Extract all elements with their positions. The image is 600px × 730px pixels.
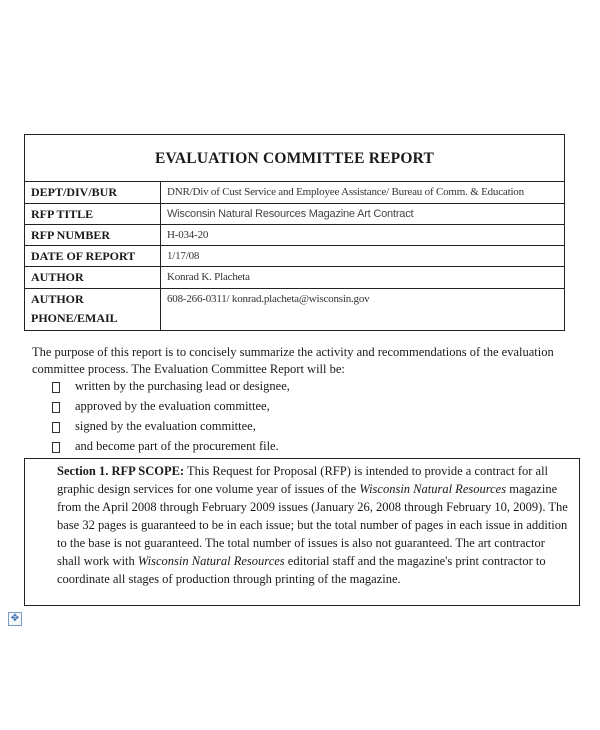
table-row [25, 267, 564, 289]
table-row [25, 182, 564, 204]
section-label: Section 1. RFP SCOPE: [57, 464, 185, 478]
row-value: DNR/Div of Cust Service and Employee Assistance/ Bureau of Comm. & Education [167, 186, 524, 198]
magazine-name: Wisconsin Natural Resources [359, 482, 507, 496]
bullet-box-icon [52, 438, 62, 458]
table-row [25, 204, 564, 225]
section-1-box [24, 458, 580, 606]
bullet-text: written by the purchasing lead or designee, [75, 379, 290, 393]
report-title: EVALUATION COMMITTEE REPORT [25, 135, 564, 182]
intro-text: The purpose of this report is to concisely summarize the activity and recommendations of the evaluation committee process. The Evaluation Committee Report will be: [32, 345, 554, 376]
list-item [32, 438, 572, 458]
row-label: DATE OF REPORT [25, 246, 161, 266]
magazine-name: Wisconsin Natural Resources [137, 554, 285, 568]
row-label: DEPT/DIV/BUR [25, 182, 161, 203]
list-item [32, 418, 572, 438]
row-label: RFP NUMBER [25, 225, 161, 245]
row-value: Wisconsin Natural Resources Magazine Art Contract [167, 208, 414, 220]
table-row [25, 225, 564, 246]
row-label-line2: PHONE/EMAIL [31, 311, 118, 325]
bullet-list [32, 378, 572, 458]
row-value: 1/17/08 [167, 250, 200, 262]
bullet-box-icon [52, 398, 62, 418]
table-row [25, 246, 564, 267]
text: This Request for Proposal (RFP) is intended to provide a contract for all graphic design services for one volume year of issues of the [57, 464, 549, 496]
section-1-text [57, 462, 571, 588]
row-value: 608-266-0311/ konrad.placheta@wisconsin.gov [167, 293, 370, 305]
intro-paragraph [32, 344, 572, 458]
row-label: RFP TITLE [25, 204, 161, 224]
row-value: H-034-20 [167, 229, 209, 241]
row-label: AUTHOR [25, 267, 161, 288]
list-item [32, 378, 572, 398]
text: editorial staff and the magazine's print contractor to coordinate all stages of production through printing of the magazine. [57, 554, 546, 586]
bullet-text: and become part of the procurement file. [75, 439, 279, 453]
bullet-box-icon [52, 418, 62, 438]
list-item [32, 398, 572, 418]
table-row [25, 289, 564, 330]
row-label-line1: AUTHOR [31, 292, 84, 306]
row-label [25, 289, 161, 330]
bullet-text: approved by the evaluation committee, [75, 399, 270, 413]
bullet-text: signed by the evaluation committee, [75, 419, 256, 433]
header-table [24, 134, 565, 331]
row-value: Konrad K. Placheta [167, 271, 250, 283]
text: magazine from the April 2008 through February 2009 issues (January 26, 2008 through February 10, 2009). The base 32 pages is guaranteed to be in each issue; but the total number of pages in each issue in addition to the base is not guaranteed. The total number of issues is also not guaranteed. The art contractor shall work with [57, 482, 568, 568]
move-icon[interactable]: ✥ [8, 612, 22, 626]
bullet-box-icon [52, 378, 62, 398]
